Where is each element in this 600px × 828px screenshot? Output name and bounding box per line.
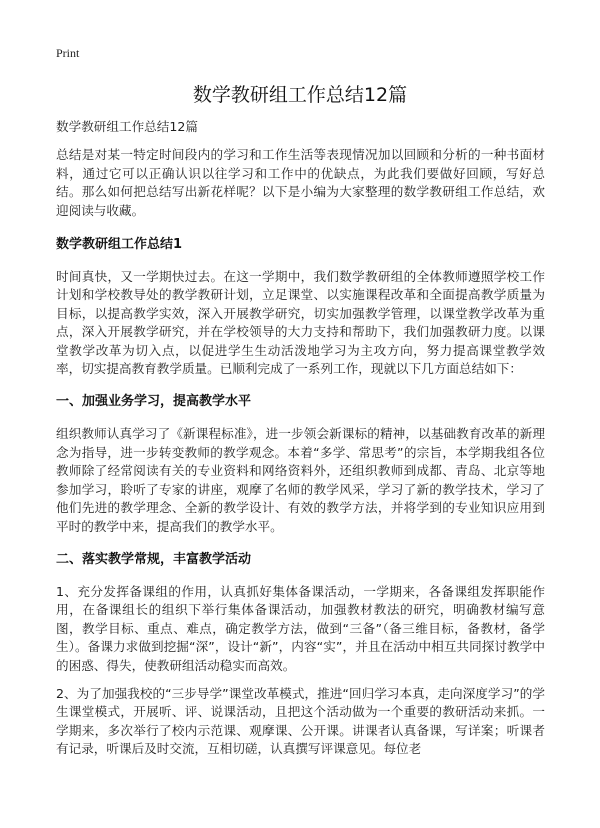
intro-paragraph: 总结是对某一特定时间段内的学习和工作生活等表现情况加以回顾和分析的一种书面材料，通过它可以正确认识以往学习和工作中的优缺点，为此我们要做好回顾，写好总结。那么如何把总结写出新花样呢？以下是小编为大家整理的数学教研组工作总结，欢迎阅读与收藏。 <box>56 147 545 218</box>
part-2-heading: 二、落实教学常规，丰富教学活动 <box>56 551 252 567</box>
part-2-item-2: 2、为了加强我校的“三步导学”课堂改革模式，推进“回归学习本真，走向深度学习”的学生课堂模式，开展听、评、说课活动，且把这个活动做为一个重要的教研活动来抓。一学期来，多次举行了校内示范课、观摩课、公开课。讲课者认真备课，写详案；听课者有记录，听课后及时交流，互相切磋，认真撰写评课意见。每位老 <box>56 685 545 757</box>
section-1-paragraph: 时间真快，又一学期快过去。在这一学期中，我们数学教研组的全体教师遵照学校工作计划和学校教导处的教学教研计划，立足课堂、以实施课程改革和全面提高教学质量为目标，以提高教学实效，深入开展教学研究，切实加强教学管理，以课堂教学改革为重点，深入开展教学研究，并在学校领导的大力支持和帮助下，我们加强教研力度。以课堂教学改革为切入点，以促进学生生动活泼地学习为主攻方向，努力提高课堂教学效率，切实提高教育教学质量。已顺利完成了一系列工作，现就以下几方面总结如下： <box>56 269 545 377</box>
document-body <box>56 118 545 774</box>
part-1-heading: 一、加强业务学习，提高教学水平 <box>56 394 252 410</box>
document-subtitle: 数学教研组工作总结12篇 <box>56 119 198 134</box>
part-2-item-1: 1、充分发挥备课组的作用，认真抓好集体备课活动，一学期来，各备课组发挥职能作用，在备课组长的组织下举行集体备课活动，加强教材教法的研究，明确教材编写意图，教学目标、重点、难点，确定教学方法，做到“三备”（备三维目标，备教材，备学生）。备课力求做到挖掘“深”，设计“新”，内容“实”，并且在活动中相互共同探讨教学中的困惑、得失，使教研组活动稳实而高效。 <box>56 583 545 673</box>
print-link[interactable]: Print <box>56 46 80 60</box>
document-title: 数学教研组工作总结12篇 <box>192 84 408 106</box>
section-1-heading: 数学教研组工作总结1 <box>56 237 183 253</box>
part-1-paragraph: 组织教师认真学习了《新课程标准》，进一步领会新课标的精神，以基础教育改革的新理念为指导，进一步转变教师的教学观念。本着“多学、常思考”的宗旨，本学期我组各位教师除了经常阅读有关的专业资料和网络资料外，还组织教师到成都、青岛、北京等地参加学习，聆听了专家的讲座，观摩了名师的教学风采，学习了新的教学技术，学习了他们先进的教学理念、全新的教学设计、有效的教学方法，并将学到的专业知识应用到平时的教学中来，提高我们的教学水平。 <box>56 426 545 534</box>
